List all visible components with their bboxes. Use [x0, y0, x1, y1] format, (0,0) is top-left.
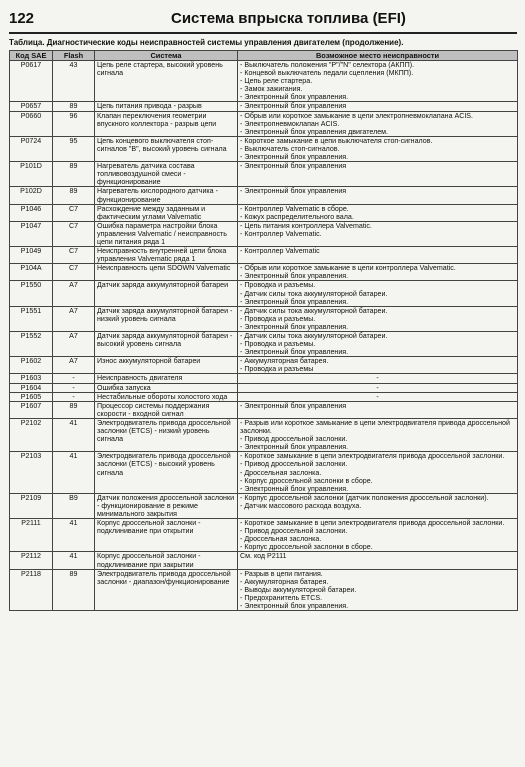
- table-row: [10, 162, 518, 187]
- fault-location-item: - Корпус дроссельной заслонки в сборе.: [240, 543, 373, 552]
- table-row: [10, 332, 518, 357]
- fault-location-cell: [238, 111, 518, 136]
- system-description: Нестабильные обороты холостого хода: [95, 392, 238, 401]
- fault-location-cell: [238, 281, 518, 306]
- dtc-code: P1552: [10, 332, 53, 357]
- table-row: [10, 102, 518, 111]
- system-description: Клапан переключения геометрии впускного коллектора - разрыв цепи: [95, 111, 238, 136]
- fault-location-item: - Обрыв или короткое замыкание в цепи контроллера Valvematic.: [240, 264, 456, 273]
- fault-location-item: - Дроссельная заслонка.: [240, 468, 322, 477]
- table-row: [10, 493, 518, 518]
- dtc-code: P2118: [10, 569, 53, 610]
- flash-code: A7: [53, 281, 95, 306]
- table-row: [10, 221, 518, 246]
- fault-location-item: - Контроллер Valvematic в сборе.: [240, 204, 349, 213]
- fault-location-item: -: [376, 392, 379, 401]
- flash-code: 89: [53, 569, 95, 610]
- flash-code: 41: [53, 452, 95, 493]
- fault-location-cell: [238, 552, 518, 569]
- fault-location-cell: [238, 162, 518, 187]
- fault-location-item: - Короткое замыкание в цепи электродвигателя привода дроссельной заслонки.: [240, 519, 505, 528]
- fault-location-item: - Замок зажигания.: [240, 85, 303, 94]
- page-header: [9, 6, 517, 30]
- fault-location-item: - Электронный блок управления.: [240, 93, 349, 102]
- dtc-code: P2102: [10, 418, 53, 451]
- fault-location-item: - Короткое замыкание в цепи выключателя стоп-сигналов.: [240, 136, 433, 145]
- fault-location-cell: [238, 452, 518, 493]
- fault-location-item: -: [376, 383, 379, 392]
- fault-location-item: - Электронный блок управления.: [240, 297, 349, 306]
- table-row: [10, 452, 518, 493]
- fault-location-cell: [238, 383, 518, 392]
- dtc-code: P2103: [10, 452, 53, 493]
- fault-location-item: - Выводы аккумуляторной батареи.: [240, 585, 357, 594]
- table-row: [10, 519, 518, 552]
- column-header-cause: Возможное место неисправности: [238, 51, 518, 61]
- flash-code: 89: [53, 162, 95, 187]
- system-description: Электродвигатель привода дроссельной заслонки (ETCS) - низкий уровень сигнала: [95, 418, 238, 451]
- fault-location-item: - Проводка и разъемы: [240, 365, 314, 374]
- fault-location-item: - Предохранитель ETCS.: [240, 593, 323, 602]
- table-row: [10, 401, 518, 418]
- system-description: Нагреватель кислородного датчика - функционирование: [95, 187, 238, 204]
- dtc-code: P0657: [10, 102, 53, 111]
- dtc-code: P2111: [10, 519, 53, 552]
- flash-code: A7: [53, 306, 95, 331]
- flash-code: 89: [53, 187, 95, 204]
- fault-location-cell: [238, 247, 518, 264]
- system-description: Расхождение между заданным и фактическим углами Valvematic: [95, 204, 238, 221]
- fault-location-item: - Разрыв в цепи питания.: [240, 569, 323, 578]
- table-row: [10, 281, 518, 306]
- table-row: [10, 136, 518, 161]
- fault-location-item: - Датчик силы тока аккумуляторной батареи.: [240, 306, 388, 315]
- fault-location-cell: [238, 392, 518, 401]
- table-row: [10, 61, 518, 102]
- table-row: [10, 383, 518, 392]
- fault-location-cell: [238, 187, 518, 204]
- fault-location-cell: [238, 418, 518, 451]
- table-row: [10, 357, 518, 374]
- fault-location-item: - Электронный блок управления.: [240, 484, 349, 493]
- fault-location-cell: [238, 569, 518, 610]
- flash-code: 41: [53, 418, 95, 451]
- dtc-code: P1607: [10, 401, 53, 418]
- dtc-code: P0724: [10, 136, 53, 161]
- dtc-code: P101D: [10, 162, 53, 187]
- flash-code: 89: [53, 102, 95, 111]
- dtc-code: P1047: [10, 221, 53, 246]
- system-description: Цепь питания привода - разрыв: [95, 102, 238, 111]
- fault-location-item: - Электронный блок управления: [240, 401, 347, 410]
- fault-location-item: - Аккумуляторная батарея.: [240, 577, 329, 586]
- header-rule: [9, 32, 517, 34]
- flash-code: -: [53, 383, 95, 392]
- fault-location-item: - Электропневмоклапан ACIS.: [240, 119, 340, 128]
- system-description: Цепь концевого выключателя стоп-сигналов "B", высокий уровень сигнала: [95, 136, 238, 161]
- system-description: Электродвигатель привода дроссельной заслонки - диапазон/функционирование: [95, 569, 238, 610]
- fault-location-item: - Контроллер Valvematic: [240, 247, 320, 256]
- dtc-table: [9, 50, 518, 611]
- fault-location-item: - Электронный блок управления.: [240, 153, 349, 162]
- dtc-code: P1550: [10, 281, 53, 306]
- fault-location-item: - Аккумуляторная батарея.: [240, 357, 329, 366]
- system-description: Нагреватель датчика состава топливовоздушной смеси - функционирование: [95, 162, 238, 187]
- fault-location-item: - Электронный блок управления.: [240, 272, 349, 281]
- fault-location-item: - Проводка и разъемы.: [240, 340, 316, 349]
- table-row: [10, 187, 518, 204]
- table-row: [10, 247, 518, 264]
- column-header-flash: Flash: [53, 51, 95, 61]
- flash-code: C7: [53, 247, 95, 264]
- table-row: [10, 374, 518, 383]
- table-header-row: [10, 51, 518, 61]
- fault-location-item: - Привод дроссельной заслонки.: [240, 435, 348, 444]
- system-description: Датчик заряда аккумуляторной батареи - низкий уровень сигнала: [95, 306, 238, 331]
- fault-location-item: - Выключатель стоп-сигналов.: [240, 144, 340, 153]
- table-row: [10, 306, 518, 331]
- fault-location-cell: [238, 401, 518, 418]
- system-description: Датчик заряда аккумуляторной батареи - высокий уровень сигнала: [95, 332, 238, 357]
- system-description: Износ аккумуляторной батареи: [95, 357, 238, 374]
- dtc-code: P1604: [10, 383, 53, 392]
- fault-location-cell: [238, 102, 518, 111]
- dtc-code: P1551: [10, 306, 53, 331]
- flash-code: 96: [53, 111, 95, 136]
- flash-code: 89: [53, 401, 95, 418]
- fault-location-item: - Концевой выключатель педали сцепления (МКПП).: [240, 69, 414, 78]
- fault-location-item: - Корпус дроссельной заслонки (датчик положения дроссельной заслонки).: [240, 493, 489, 502]
- fault-location-cell: [238, 264, 518, 281]
- fault-location-item: - Корпус дроссельной заслонки в сборе.: [240, 476, 373, 485]
- fault-location-item: - Электронный блок управления.: [240, 348, 349, 357]
- fault-location-item: - Привод дроссельной заслонки.: [240, 527, 348, 536]
- fault-location-item: - Цепь питания контроллера Valvematic.: [240, 221, 372, 230]
- fault-location-cell: [238, 493, 518, 518]
- flash-code: -: [53, 392, 95, 401]
- system-description: Датчик положения дроссельной заслонки - функционирование в режиме минимального закрытия: [95, 493, 238, 518]
- fault-location-item: - Проводка и разъемы.: [240, 281, 316, 290]
- dtc-code: P2109: [10, 493, 53, 518]
- system-description: Неисправность цепи SDOWN Valvematic: [95, 264, 238, 281]
- fault-location-item: -: [376, 374, 379, 383]
- system-description: Неисправность внутренней цепи блока управления Valvematic ряда 1: [95, 247, 238, 264]
- table-body: [10, 61, 518, 611]
- fault-location-cell: [238, 374, 518, 383]
- dtc-code: P1603: [10, 374, 53, 383]
- page-title: Система впрыска топлива (EFI): [171, 9, 406, 27]
- dtc-code: P104A: [10, 264, 53, 281]
- fault-location-cell: [238, 221, 518, 246]
- fault-location-item: - Электронный блок управления: [240, 162, 347, 171]
- table-row: [10, 264, 518, 281]
- dtc-code: P2112: [10, 552, 53, 569]
- fault-location-cell: [238, 306, 518, 331]
- table-row: [10, 569, 518, 610]
- flash-code: C7: [53, 264, 95, 281]
- system-description: Корпус дроссельной заслонки - подклинивание при открытии: [95, 519, 238, 552]
- flash-code: B9: [53, 493, 95, 518]
- fault-location-cell: [238, 61, 518, 102]
- system-description: Неисправность двигателя: [95, 374, 238, 383]
- dtc-code: P0617: [10, 61, 53, 102]
- fault-location-cell: [238, 332, 518, 357]
- fault-location-item: - Электронный блок управления.: [240, 602, 349, 610]
- fault-location-item: - Электронный блок управления: [240, 102, 347, 111]
- table-row: [10, 418, 518, 451]
- flash-code: A7: [53, 332, 95, 357]
- column-header-code: Код SAE: [10, 51, 53, 61]
- dtc-code: P1605: [10, 392, 53, 401]
- fault-location-item: - Цепь реле стартера.: [240, 77, 313, 86]
- flash-code: C7: [53, 221, 95, 246]
- fault-location-cell: [238, 204, 518, 221]
- flash-code: A7: [53, 357, 95, 374]
- fault-location-item: - Датчик силы тока аккумуляторной батареи.: [240, 289, 388, 298]
- fault-location-item: - Контроллер Valvematic.: [240, 229, 322, 238]
- fault-location-item: - Разрыв или короткое замыкание в цепи электродвигателя привода дроссельной заслонки.: [240, 418, 510, 436]
- flash-code: 41: [53, 552, 95, 569]
- flash-code: 95: [53, 136, 95, 161]
- dtc-code: P0660: [10, 111, 53, 136]
- flash-code: -: [53, 374, 95, 383]
- system-description: Датчик заряда аккумуляторной батареи: [95, 281, 238, 306]
- table-caption: Таблица. Диагностические коды неисправностей системы управления двигателем (продолжение).: [9, 38, 404, 47]
- fault-location-item: - Привод дроссельной заслонки.: [240, 460, 348, 469]
- fault-location-item: - Кожух распределительного вала.: [240, 212, 354, 221]
- dtc-code: P1049: [10, 247, 53, 264]
- fault-location-item: - Датчик массового расхода воздуха.: [240, 501, 362, 510]
- flash-code: 43: [53, 61, 95, 102]
- system-description: Процессор системы поддержания скорости - входной сигнал: [95, 401, 238, 418]
- table-row: [10, 111, 518, 136]
- fault-location-cell: [238, 519, 518, 552]
- fault-location-item: - Электронный блок управления: [240, 187, 347, 196]
- fault-location-item: - Электронный блок управления.: [240, 322, 349, 331]
- flash-code: 41: [53, 519, 95, 552]
- fault-location-item: - Электронный блок управления.: [240, 443, 349, 452]
- fault-location-item: - Электронный блок управления двигателем.: [240, 127, 389, 136]
- fault-location-item: - Выключатель положения "P"/"N" селектора (АКПП).: [240, 61, 415, 69]
- fault-location-item: - Датчик силы тока аккумуляторной батареи.: [240, 332, 388, 340]
- fault-location-item: - Короткое замыкание в цепи электродвигателя привода дроссельной заслонки.: [240, 452, 505, 461]
- fault-location-item: - Проводка и разъемы.: [240, 314, 316, 323]
- table-row: [10, 392, 518, 401]
- table-row: [10, 204, 518, 221]
- dtc-code: P1046: [10, 204, 53, 221]
- fault-location-item: См. код P2111: [240, 552, 287, 561]
- fault-location-item: - Обрыв или короткое замыкание в цепи электропневмоклапана ACIS.: [240, 111, 474, 120]
- fault-location-cell: [238, 357, 518, 374]
- dtc-code: P102D: [10, 187, 53, 204]
- column-header-system: Система: [95, 51, 238, 61]
- system-description: Цепь реле стартера, высокий уровень сигнала: [95, 61, 238, 102]
- system-description: Ошибка параметра настройки блока управления Valvematic / неисправность цепи питания ряда 1: [95, 221, 238, 246]
- table-row: [10, 552, 518, 569]
- fault-location-item: - Дроссельная заслонка.: [240, 535, 322, 544]
- system-description: Корпус дроссельной заслонки - подклинивание при закрытии: [95, 552, 238, 569]
- system-description: Ошибка запуска: [95, 383, 238, 392]
- dtc-code: P1602: [10, 357, 53, 374]
- fault-location-cell: [238, 136, 518, 161]
- page-number: 122: [9, 9, 35, 27]
- flash-code: C7: [53, 204, 95, 221]
- system-description: Электродвигатель привода дроссельной заслонки (ETCS) - высокий уровень сигнала: [95, 452, 238, 493]
